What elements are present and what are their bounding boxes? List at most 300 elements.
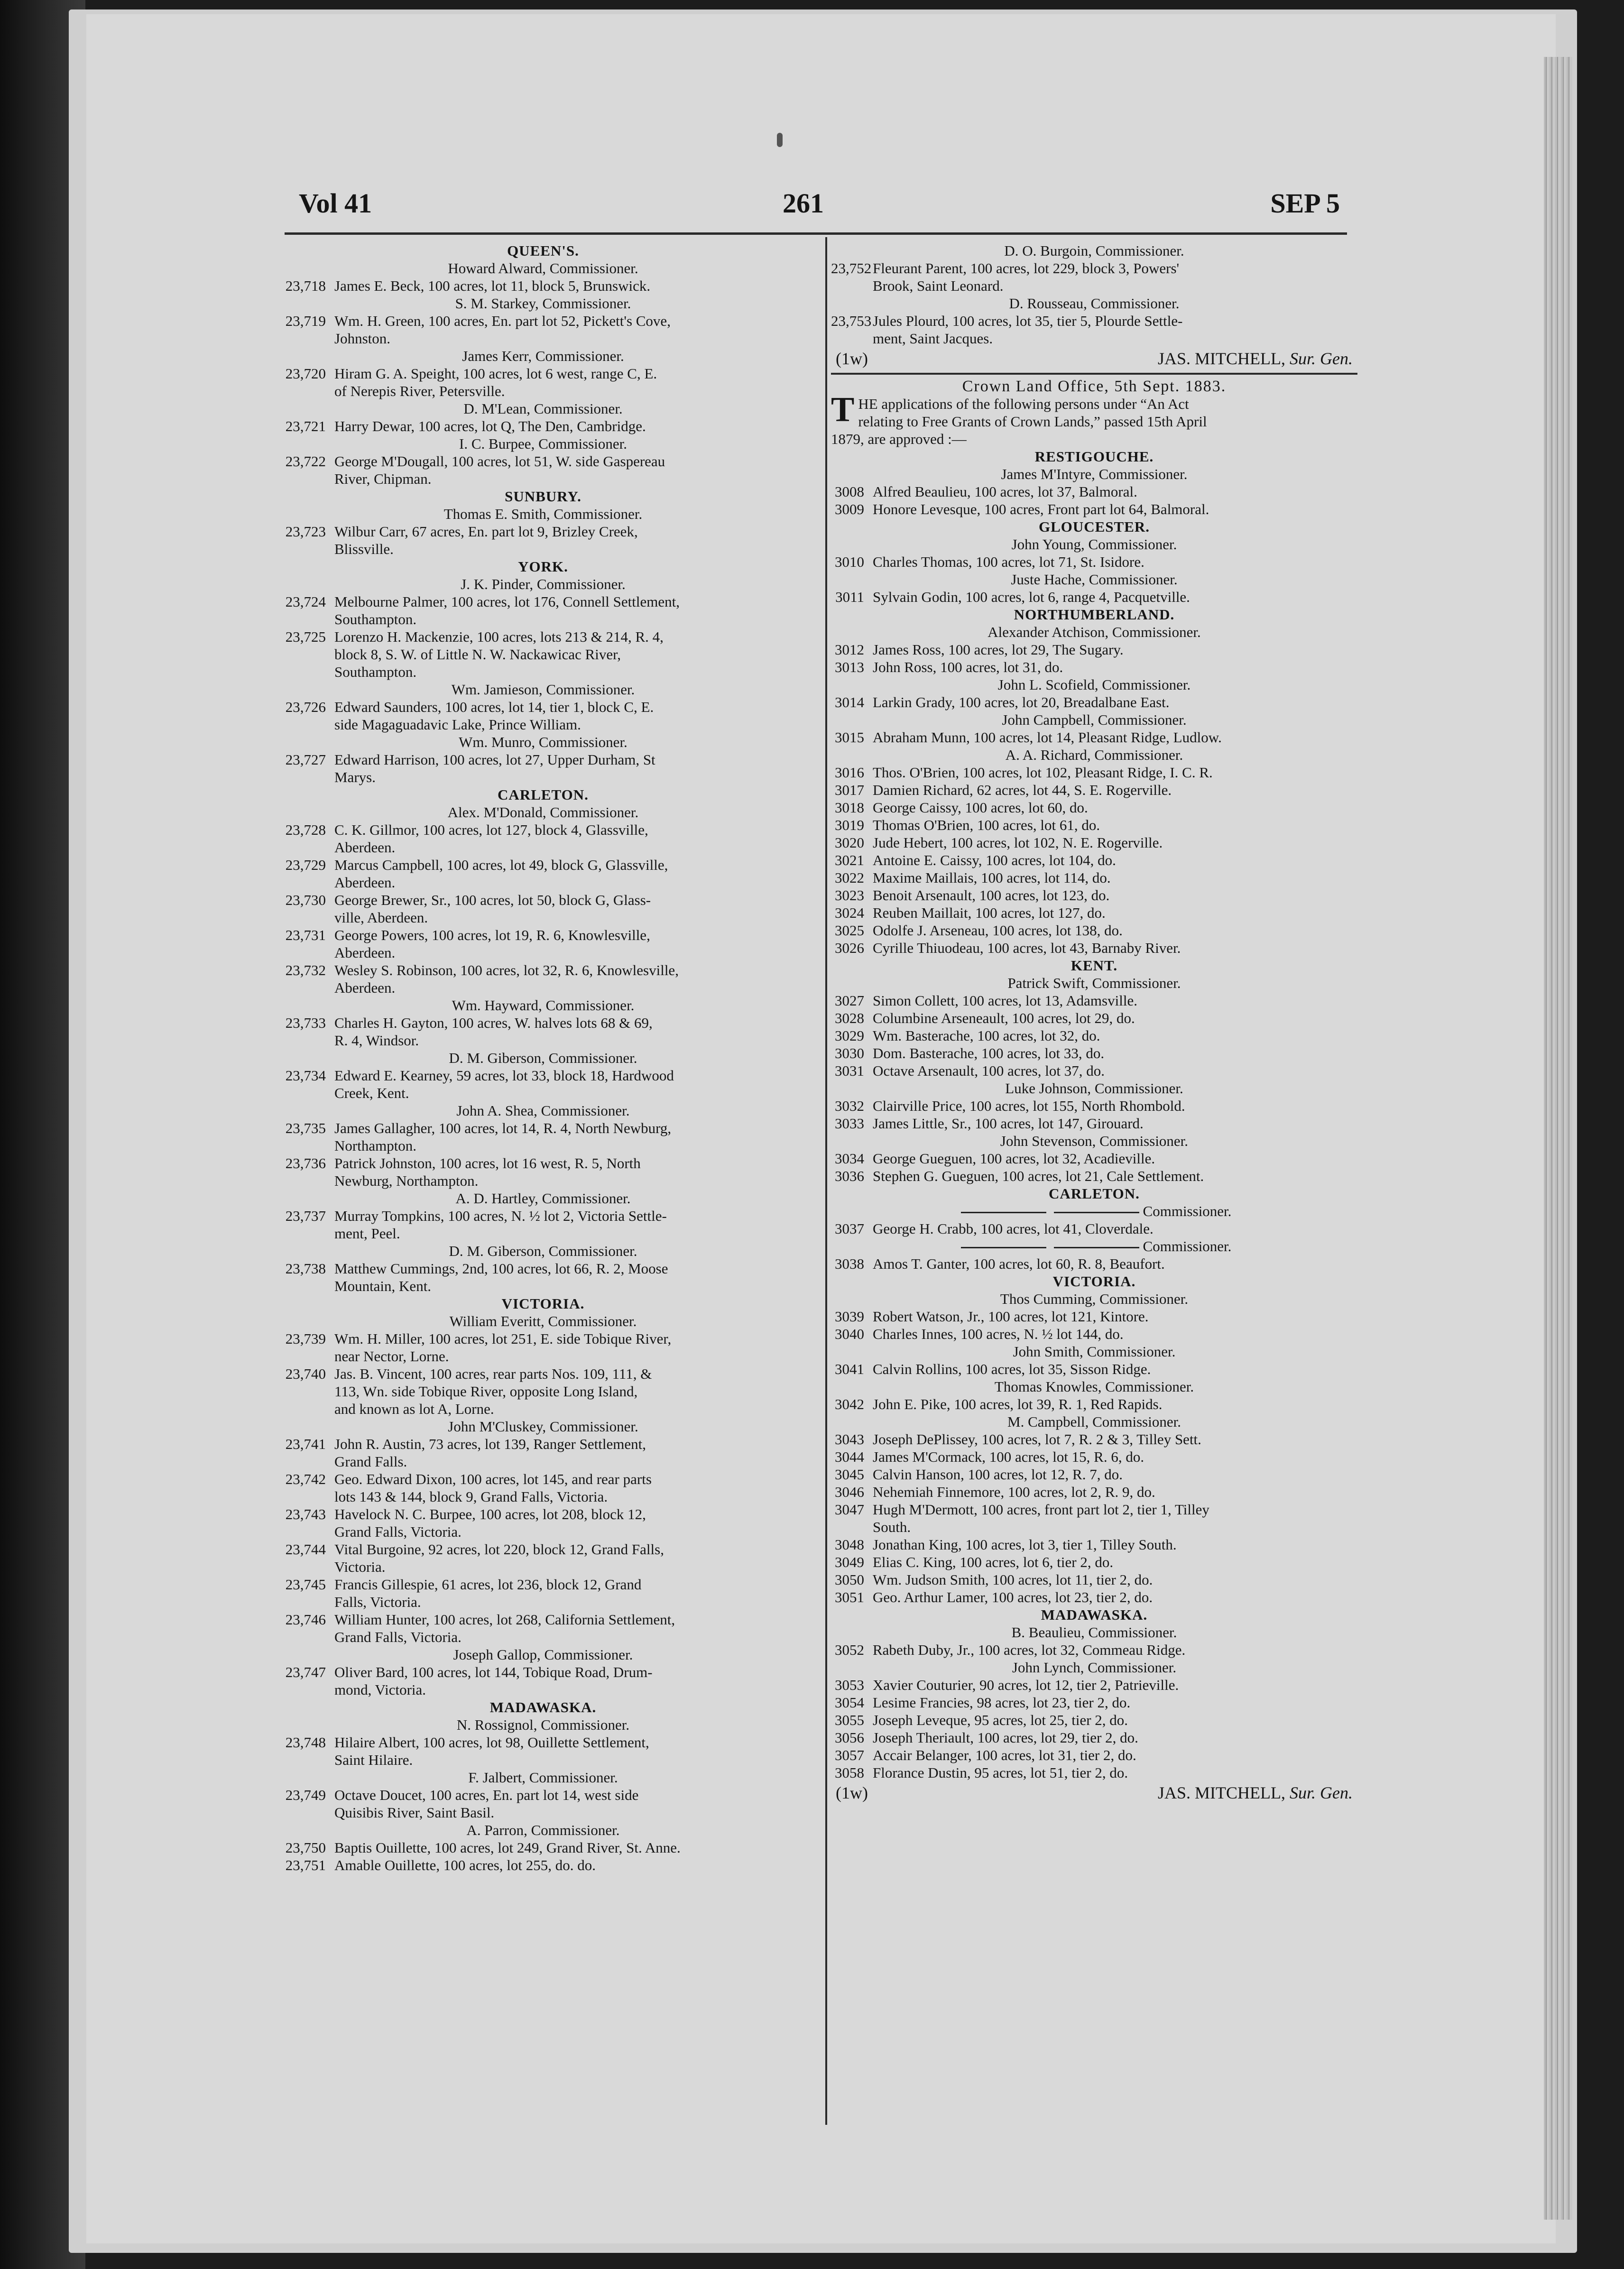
grant-text: C. K. Gillmor, 100 acres, lot 127, block 4, Glassville,: [334, 821, 648, 838]
grant-text: Oliver Bard, 100 acres, lot 144, Tobique Road, Drum-: [334, 1664, 653, 1680]
grant-entry: [831, 1062, 1357, 1079]
grant-number: 23,719: [285, 313, 326, 329]
grant-number: 23,751: [285, 1857, 326, 1873]
commissioner-line: Thomas Knowles, Commissioner.: [994, 1378, 1194, 1395]
grant-text: Hiram G. A. Speight, 100 acres, lot 6 west, range C, E.: [334, 365, 657, 382]
grant-entry: [273, 891, 813, 909]
grant-continuation: of Nerepis River, Petersville.: [334, 383, 505, 399]
grant-text: Charles H. Gayton, 100 acres, W. halves lots 68 & 69,: [334, 1015, 653, 1031]
county-heading: RESTIGOUCHE.: [1034, 448, 1154, 465]
grant-number: 3026: [835, 940, 864, 956]
grant-text: Edward Saunders, 100 acres, lot 14, tier 1, block C, E.: [334, 699, 654, 715]
grant-number: 3039: [835, 1308, 864, 1325]
grant-text: George Powers, 100 acres, lot 19, R. 6, Knowlesville,: [334, 927, 650, 943]
commissioner-line: John L. Scofield, Commissioner.: [997, 676, 1191, 693]
grant-text: Antoine E. Caissy, 100 acres, lot 104, do.: [873, 852, 1116, 868]
grant-entry: [273, 1663, 813, 1681]
grant-entry: [273, 1839, 813, 1856]
commissioner-line: N. Rossignol, Commissioner.: [456, 1716, 630, 1733]
commissioner-line: D. Rousseau, Commissioner.: [1009, 295, 1180, 312]
grant-text: Columbine Arseneault, 100 acres, lot 29, do.: [873, 1010, 1135, 1026]
grant-entry: [831, 1115, 1357, 1132]
grant-entry: [831, 259, 1357, 277]
commissioner-line: John Campbell, Commissioner.: [1002, 711, 1187, 728]
grant-entry: [273, 523, 813, 540]
grant-number: 23,738: [285, 1260, 326, 1277]
county-heading: GLOUCESTER.: [1038, 518, 1150, 535]
grant-number: 23,752: [831, 260, 872, 277]
commissioner-line: John Young, Commissioner.: [1011, 536, 1177, 553]
grant-entry: [831, 693, 1357, 711]
grant-number: 23,718: [285, 277, 326, 294]
grant-entry: [273, 1856, 813, 1874]
grant-text: Calvin Hanson, 100 acres, lot 12, R. 7, do.: [873, 1466, 1123, 1483]
grant-continuation: Marys.: [334, 769, 376, 785]
grant-number: 23,748: [285, 1734, 326, 1751]
commissioner-line: S. M. Starkey, Commissioner.: [455, 295, 631, 312]
commissioner-label: Commissioner.: [1143, 1238, 1232, 1254]
commissioner-line: J. K. Pinder, Commissioner.: [461, 576, 626, 592]
grant-entry: [831, 869, 1357, 886]
grant-entry: [831, 1676, 1357, 1694]
ink-speck: [777, 133, 783, 147]
grant-entry: [273, 1576, 813, 1593]
commissioner-line: John A. Shea, Commissioner.: [456, 1102, 630, 1119]
grant-entry: [273, 961, 813, 979]
grant-text: James Ross, 100 acres, lot 29, The Sugary.: [873, 641, 1124, 658]
signature-block: [831, 1781, 1357, 1804]
page-edge-stack: [1544, 57, 1572, 2220]
grant-text: Benoit Arsenault, 100 acres, lot 123, do.: [873, 887, 1110, 904]
grant-text: Elias C. King, 100 acres, lot 6, tier 2, do.: [873, 1554, 1114, 1570]
grant-entry: [273, 1207, 813, 1225]
grant-text: Damien Richard, 62 acres, lot 44, S. E. Rogerville.: [873, 782, 1172, 798]
grant-text: Fleurant Parent, 100 acres, lot 229, block 3, Powers': [873, 260, 1180, 277]
commissioner-line: Howard Alward, Commissioner.: [448, 260, 638, 277]
commissioner-line: A. Parron, Commissioner.: [466, 1822, 620, 1838]
office-dateline: Crown Land Office, 5th Sept. 1883.: [962, 378, 1227, 395]
grant-text: Patrick Johnston, 100 acres, lot 16 west, R. 5, North: [334, 1155, 641, 1171]
grant-number: 23,737: [285, 1208, 326, 1224]
commissioner-line: John Smith, Commissioner.: [1013, 1343, 1176, 1360]
grant-text: Amable Ouillette, 100 acres, lot 255, do. do.: [334, 1857, 596, 1873]
grant-text: Jules Plourd, 100 acres, lot 35, tier 5, Plourde Settle-: [873, 313, 1183, 329]
grant-continuation: lots 143 & 144, block 9, Grand Falls, Victoria.: [334, 1488, 608, 1505]
grant-entry: [273, 1470, 813, 1488]
signature-title: Sur. Gen.: [1290, 1783, 1353, 1802]
grant-number: 23,720: [285, 365, 326, 382]
grant-entry: [273, 628, 813, 646]
issue-date: SEP 5: [1270, 188, 1340, 219]
grant-entry: [831, 781, 1357, 799]
commissioner-line: Wm. Jamieson, Commissioner.: [451, 681, 635, 698]
grant-text: Stephen G. Gueguen, 100 acres, lot 21, Cale Settlement.: [873, 1168, 1204, 1184]
grant-text: Lorenzo H. Mackenzie, 100 acres, lots 213 & 214, R. 4,: [334, 628, 664, 645]
grant-entry: [831, 1536, 1357, 1553]
grant-entry: [273, 1611, 813, 1628]
grant-entry: [831, 483, 1357, 500]
grant-text: Wesley S. Robinson, 100 acres, lot 32, R. 6, Knowlesville,: [334, 962, 679, 978]
grant-text: Wm. Basterache, 100 acres, lot 32, do.: [873, 1027, 1100, 1044]
grant-entry: [831, 764, 1357, 781]
grant-entry: [831, 1694, 1357, 1711]
grant-number: 3041: [835, 1361, 864, 1377]
grant-text: Honore Levesque, 100 acres, Front part lot 64, Balmoral.: [873, 501, 1209, 517]
drop-cap: T: [831, 390, 855, 429]
grant-number: 3050: [835, 1571, 864, 1588]
grant-number: 23,729: [285, 857, 326, 873]
header-rule: [285, 232, 1347, 235]
grant-text: Thomas O'Brien, 100 acres, lot 61, do.: [873, 817, 1100, 833]
grant-number: 3048: [835, 1536, 864, 1553]
grant-number: 3022: [835, 869, 864, 886]
county-heading: MADAWASKA.: [1041, 1606, 1148, 1623]
grant-entry: [273, 1540, 813, 1558]
county-heading: MADAWASKA.: [489, 1699, 597, 1716]
grant-text: Hugh M'Dermott, 100 acres, front part lot 2, tier 1, Tilley: [873, 1501, 1209, 1518]
commissioner-line: D. M. Giberson, Commissioner.: [449, 1243, 637, 1259]
grant-entry: [831, 1641, 1357, 1659]
grant-number: 3008: [835, 483, 864, 500]
blank-name-rule: [961, 1212, 1046, 1213]
grant-number: 3037: [835, 1220, 864, 1237]
commissioner-line: Thos Cumming, Commissioner.: [1000, 1291, 1189, 1307]
grant-number: 23,747: [285, 1664, 326, 1680]
grant-text: George H. Crabb, 100 acres, lot 41, Cloverdale.: [873, 1220, 1153, 1237]
grant-entry: [831, 1711, 1357, 1729]
grant-number: 3025: [835, 922, 864, 939]
grant-number: 3055: [835, 1712, 864, 1728]
commissioner-line: John Lynch, Commissioner.: [1012, 1659, 1177, 1676]
grant-number: 3011: [835, 589, 864, 605]
grant-number: 3032: [835, 1098, 864, 1114]
grant-text: Maxime Maillais, 100 acres, lot 114, do.: [873, 869, 1111, 886]
grant-text: John R. Austin, 73 acres, lot 139, Ranger Settlement,: [334, 1436, 646, 1452]
grant-text: Thos. O'Brien, 100 acres, lot 102, Pleasant Ridge, I. C. R.: [873, 764, 1213, 781]
grant-number: 23,724: [285, 593, 326, 610]
grant-number: 3056: [835, 1729, 864, 1746]
page-number: 261: [783, 188, 824, 219]
grant-number: 3051: [835, 1589, 864, 1605]
grant-continuation: Blissville.: [334, 541, 394, 557]
grant-number: 23,731: [285, 927, 326, 943]
volume-label: Vol 41: [299, 188, 372, 219]
grant-continuation: Aberdeen.: [334, 874, 396, 891]
grant-text: George M'Dougall, 100 acres, lot 51, W. side Gaspereau: [334, 453, 665, 470]
grant-number: 3053: [835, 1677, 864, 1693]
page-header: [299, 187, 1340, 221]
grant-text: John E. Pike, 100 acres, lot 39, R. 1, Red Rapids.: [873, 1396, 1163, 1412]
grant-entry: [831, 553, 1357, 571]
grant-number: 3045: [835, 1466, 864, 1483]
grant-number: 3044: [835, 1448, 864, 1465]
grant-entry: [831, 1448, 1357, 1466]
grant-entry: [831, 1027, 1357, 1044]
grant-text: James E. Beck, 100 acres, lot 11, block 5, Brunswick.: [334, 277, 651, 294]
commissioner-line: I. C. Burpee, Commissioner.: [459, 435, 627, 452]
grant-entry: [831, 1255, 1357, 1273]
grant-number: 3023: [835, 887, 864, 904]
grant-text: Nehemiah Finnemore, 100 acres, lot 2, R. 9, do.: [873, 1484, 1155, 1500]
grant-text: Alfred Beaulieu, 100 acres, lot 37, Balmoral.: [873, 483, 1137, 500]
grant-entry: [273, 698, 813, 716]
grant-number: 3012: [835, 641, 864, 658]
commissioner-line: D. O. Burgoin, Commissioner.: [1004, 242, 1184, 259]
grant-entry: [831, 1360, 1357, 1378]
grant-entry: [273, 1330, 813, 1347]
grant-number: 3034: [835, 1150, 864, 1167]
commissioner-line: D. M. Giberson, Commissioner.: [449, 1050, 637, 1066]
signature-name: JAS. MITCHELL,: [1158, 1783, 1285, 1802]
grant-continuation: ment, Saint Jacques.: [873, 330, 993, 347]
grant-text: Hilaire Albert, 100 acres, lot 98, Ouillette Settlement,: [334, 1734, 649, 1751]
grant-entry: [273, 1119, 813, 1137]
grant-number: 3017: [835, 782, 864, 798]
grant-continuation: 113, Wn. side Tobique River, opposite Long Island,: [334, 1383, 638, 1400]
grant-entry: [831, 1009, 1357, 1027]
grant-number: 23,726: [285, 699, 326, 715]
grant-text: Havelock N. C. Burpee, 100 acres, lot 208, block 12,: [334, 1506, 646, 1522]
grant-number: 3009: [835, 501, 864, 517]
grant-continuation: ville, Aberdeen.: [334, 909, 428, 926]
signature-code: (1w): [836, 349, 868, 368]
grant-entry: [831, 1571, 1357, 1588]
county-heading: SUNBURY.: [505, 488, 581, 505]
grant-number: 23,750: [285, 1839, 326, 1856]
grant-continuation: River, Chipman.: [334, 470, 432, 487]
grant-continuation: Johnston.: [334, 330, 390, 347]
grant-text: James M'Cormack, 100 acres, lot 15, R. 6, do.: [873, 1448, 1144, 1465]
grant-continuation: Saint Hilaire.: [334, 1752, 413, 1768]
grant-number: 3033: [835, 1115, 864, 1132]
grant-entry: [273, 821, 813, 839]
grant-entry: [831, 1395, 1357, 1413]
grant-number: 23,734: [285, 1067, 326, 1084]
grant-text: Abraham Munn, 100 acres, lot 14, Pleasant Ridge, Ludlow.: [873, 729, 1222, 746]
grant-text: Dom. Basterache, 100 acres, lot 33, do.: [873, 1045, 1105, 1061]
intro-line: 1879, are approved :—: [831, 431, 967, 447]
grant-text: Robert Watson, Jr., 100 acres, lot 121, Kintore.: [873, 1308, 1149, 1325]
grant-number: 3043: [835, 1431, 864, 1448]
county-heading: QUEEN'S.: [507, 242, 579, 259]
grant-number: 3054: [835, 1694, 864, 1711]
grant-text: Odolfe J. Arseneau, 100 acres, lot 138, do.: [873, 922, 1123, 939]
grant-number: 23,741: [285, 1436, 326, 1452]
grant-text: Simon Collett, 100 acres, lot 13, Adamsville.: [873, 992, 1137, 1009]
grant-entry: [831, 1501, 1357, 1518]
grant-entry: [273, 1786, 813, 1804]
grant-entry: [273, 312, 813, 330]
grant-entry: [831, 816, 1357, 834]
grant-continuation: Victoria.: [334, 1559, 386, 1575]
grant-number: 23,727: [285, 751, 326, 768]
grant-continuation: near Nector, Lorne.: [334, 1348, 449, 1365]
grant-number: 3031: [835, 1062, 864, 1079]
grant-number: 3046: [835, 1484, 864, 1500]
grant-continuation: Grand Falls.: [334, 1453, 407, 1470]
grant-entry: [831, 1746, 1357, 1764]
grant-entry: [273, 1365, 813, 1383]
commissioner-line: A. A. Richard, Commissioner.: [1005, 747, 1183, 763]
grant-entry: [831, 834, 1357, 851]
grant-entry: [831, 1729, 1357, 1746]
grant-entry: [831, 1325, 1357, 1343]
signature-title: Sur. Gen.: [1290, 349, 1353, 368]
grant-text: John Ross, 100 acres, lot 31, do.: [873, 659, 1063, 675]
grant-number: 3049: [835, 1554, 864, 1570]
commissioner-line: John M'Cluskey, Commissioner.: [448, 1418, 638, 1435]
right-column: [831, 242, 1357, 1804]
grant-entry: [831, 904, 1357, 922]
grant-number: 3020: [835, 834, 864, 851]
grant-text: Sylvain Godin, 100 acres, lot 6, range 4, Pacquetville.: [873, 589, 1190, 605]
blank-name-rule: [1054, 1212, 1139, 1213]
grant-number: 23,725: [285, 628, 326, 645]
county-heading: CARLETON.: [498, 786, 589, 803]
grant-entry: [831, 1097, 1357, 1115]
intro-line: relating to Free Grants of Crown Lands,” passed 15th April: [858, 413, 1207, 430]
grant-number: 23,730: [285, 892, 326, 908]
grant-entry: [831, 922, 1357, 939]
grant-number: 3014: [835, 694, 864, 710]
grant-continuation: Southampton.: [334, 611, 417, 627]
commissioner-line: Thomas E. Smith, Commissioner.: [443, 506, 643, 522]
commissioner-line: Patrick Swift, Commissioner.: [1007, 975, 1181, 991]
grant-text: Geo. Arthur Lamer, 100 acres, lot 23, tier 2, do.: [873, 1589, 1153, 1605]
grant-entry: [273, 926, 813, 944]
commissioner-line: [831, 1237, 1357, 1255]
grant-text: Wm. H. Green, 100 acres, En. part lot 52, Pickett's Cove,: [334, 313, 671, 329]
grant-text: James Little, Sr., 100 acres, lot 147, Girouard.: [873, 1115, 1144, 1132]
grant-number: 23,745: [285, 1576, 326, 1593]
grant-number: 3038: [835, 1255, 864, 1272]
grant-number: 23,728: [285, 821, 326, 838]
grant-entry: [831, 1764, 1357, 1781]
grant-text: Charles Thomas, 100 acres, lot 71, St. Isidore.: [873, 553, 1144, 570]
grant-number: 23,722: [285, 453, 326, 470]
grant-entry: [831, 1553, 1357, 1571]
grant-continuation: and known as lot A, Lorne.: [334, 1401, 494, 1417]
grant-continuation: side Magaguadavic Lake, Prince William.: [334, 716, 581, 733]
grant-text: Harry Dewar, 100 acres, lot Q, The Den, Cambridge.: [334, 418, 646, 434]
grant-entry: [831, 1308, 1357, 1325]
grant-entry: [831, 658, 1357, 676]
grant-number: 3029: [835, 1027, 864, 1044]
grant-text: Geo. Edward Dixon, 100 acres, lot 145, and rear parts: [334, 1471, 652, 1487]
commissioner-line: Alexander Atchison, Commissioner.: [987, 624, 1201, 640]
grant-entry: [831, 641, 1357, 658]
grant-number: 3013: [835, 659, 864, 675]
grant-continuation: R. 4, Windsor.: [334, 1032, 419, 1049]
grant-number: 23,736: [285, 1155, 326, 1171]
grant-entry: [273, 1505, 813, 1523]
grant-text: Wm. Judson Smith, 100 acres, lot 11, tier 2, do.: [873, 1571, 1153, 1588]
grant-entry: [831, 886, 1357, 904]
commissioner-line: Wm. Munro, Commissioner.: [459, 734, 627, 750]
grant-text: William Hunter, 100 acres, lot 268, California Settlement,: [334, 1611, 675, 1628]
commissioner-line: F. Jalbert, Commissioner.: [468, 1769, 618, 1786]
grant-number: 3018: [835, 799, 864, 816]
commissioner-line: Wm. Hayward, Commissioner.: [452, 997, 635, 1014]
grant-entry: [831, 851, 1357, 869]
grant-entry: [831, 312, 1357, 330]
grant-text: Wilbur Carr, 67 acres, En. part lot 9, Brizley Creek,: [334, 523, 638, 540]
intro-line: HE applications of the following persons under “An Act: [858, 396, 1189, 412]
grant-text: Jas. B. Vincent, 100 acres, rear parts Nos. 109, 111, &: [334, 1365, 652, 1382]
county-heading: VICTORIA.: [1052, 1273, 1136, 1290]
notice-intro: [831, 390, 1357, 448]
commissioner-line: A. D. Hartley, Commissioner.: [455, 1190, 631, 1207]
grant-entry: [831, 992, 1357, 1009]
grant-number: 3019: [835, 817, 864, 833]
grant-text: Cyrille Thiuodeau, 100 acres, lot 43, Barnaby River.: [873, 940, 1181, 956]
grant-number: 23,743: [285, 1506, 326, 1522]
grant-entry: [831, 1483, 1357, 1501]
blank-name-rule: [1054, 1247, 1139, 1248]
grant-number: 23,746: [285, 1611, 326, 1628]
county-heading: VICTORIA.: [501, 1295, 585, 1312]
grant-text: Edward E. Kearney, 59 acres, lot 33, block 18, Hardwood: [334, 1067, 674, 1084]
grant-text: George Caissy, 100 acres, lot 60, do.: [873, 799, 1088, 816]
grant-continuation: Mountain, Kent.: [334, 1278, 432, 1294]
grant-entry: [273, 452, 813, 470]
grant-number: 23,739: [285, 1330, 326, 1347]
grant-continuation: Grand Falls, Victoria.: [334, 1523, 461, 1540]
grant-number: 3027: [835, 992, 864, 1009]
grant-number: 23,735: [285, 1120, 326, 1136]
grant-text: Wm. H. Miller, 100 acres, lot 251, E. side Tobique River,: [334, 1330, 672, 1347]
grant-entry: [273, 593, 813, 610]
commissioner-line: James Kerr, Commissioner.: [462, 348, 624, 364]
grant-text: Lesime Francies, 98 acres, lot 23, tier 2, do.: [873, 1694, 1131, 1711]
grant-number: 3057: [835, 1747, 864, 1763]
commissioner-line: William Everitt, Commissioner.: [449, 1313, 637, 1329]
grant-text: Larkin Grady, 100 acres, lot 20, Breadalbane East.: [873, 694, 1170, 710]
commissioner-line: D. M'Lean, Commissioner.: [463, 400, 623, 417]
commissioner-line: M. Campbell, Commissioner.: [1007, 1413, 1181, 1430]
grant-continuation: Falls, Victoria.: [334, 1594, 421, 1610]
grant-number: 3040: [835, 1326, 864, 1342]
section-rule: [831, 373, 1357, 375]
grant-text: Charles Innes, 100 acres, N. ½ lot 144, do.: [873, 1326, 1124, 1342]
grant-continuation: Southampton.: [334, 664, 417, 680]
grant-number: 3052: [835, 1642, 864, 1658]
grant-text: Florance Dustin, 95 acres, lot 51, tier 2, do.: [873, 1764, 1128, 1781]
grant-text: Octave Doucet, 100 acres, En. part lot 14, west side: [334, 1787, 639, 1803]
grant-entry: [273, 1734, 813, 1751]
grant-text: Baptis Ouillette, 100 acres, lot 249, Grand River, St. Anne.: [334, 1839, 681, 1856]
grant-text: Reuben Maillait, 100 acres, lot 127, do.: [873, 904, 1106, 921]
grant-continuation: Newburg, Northampton.: [334, 1172, 479, 1189]
right-column-grants: [831, 448, 1357, 1781]
grant-continuation: Grand Falls, Victoria.: [334, 1629, 461, 1645]
grant-text: Octave Arsenault, 100 acres, lot 37, do.: [873, 1062, 1105, 1079]
commissioner-line: Luke Johnson, Commissioner.: [1005, 1080, 1183, 1097]
commissioner-line: Alex. M'Donald, Commissioner.: [447, 804, 639, 821]
grant-continuation: Aberdeen.: [334, 979, 396, 996]
grant-entry: [831, 1220, 1357, 1237]
grant-entry: [273, 365, 813, 382]
grant-continuation: Aberdeen.: [334, 839, 396, 856]
grant-text: George Gueguen, 100 acres, lot 32, Acadieville.: [873, 1150, 1155, 1167]
commissioner-line: John Stevenson, Commissioner.: [1000, 1133, 1189, 1149]
grant-number: 23,753: [831, 313, 872, 329]
grant-entry: [831, 1466, 1357, 1483]
grant-text: Rabeth Duby, Jr., 100 acres, lot 32, Commeau Ridge.: [873, 1642, 1186, 1658]
grant-continuation: mond, Victoria.: [334, 1681, 426, 1698]
grant-number: 3015: [835, 729, 864, 746]
grant-text: George Brewer, Sr., 100 acres, lot 50, block G, Glass-: [334, 892, 651, 908]
